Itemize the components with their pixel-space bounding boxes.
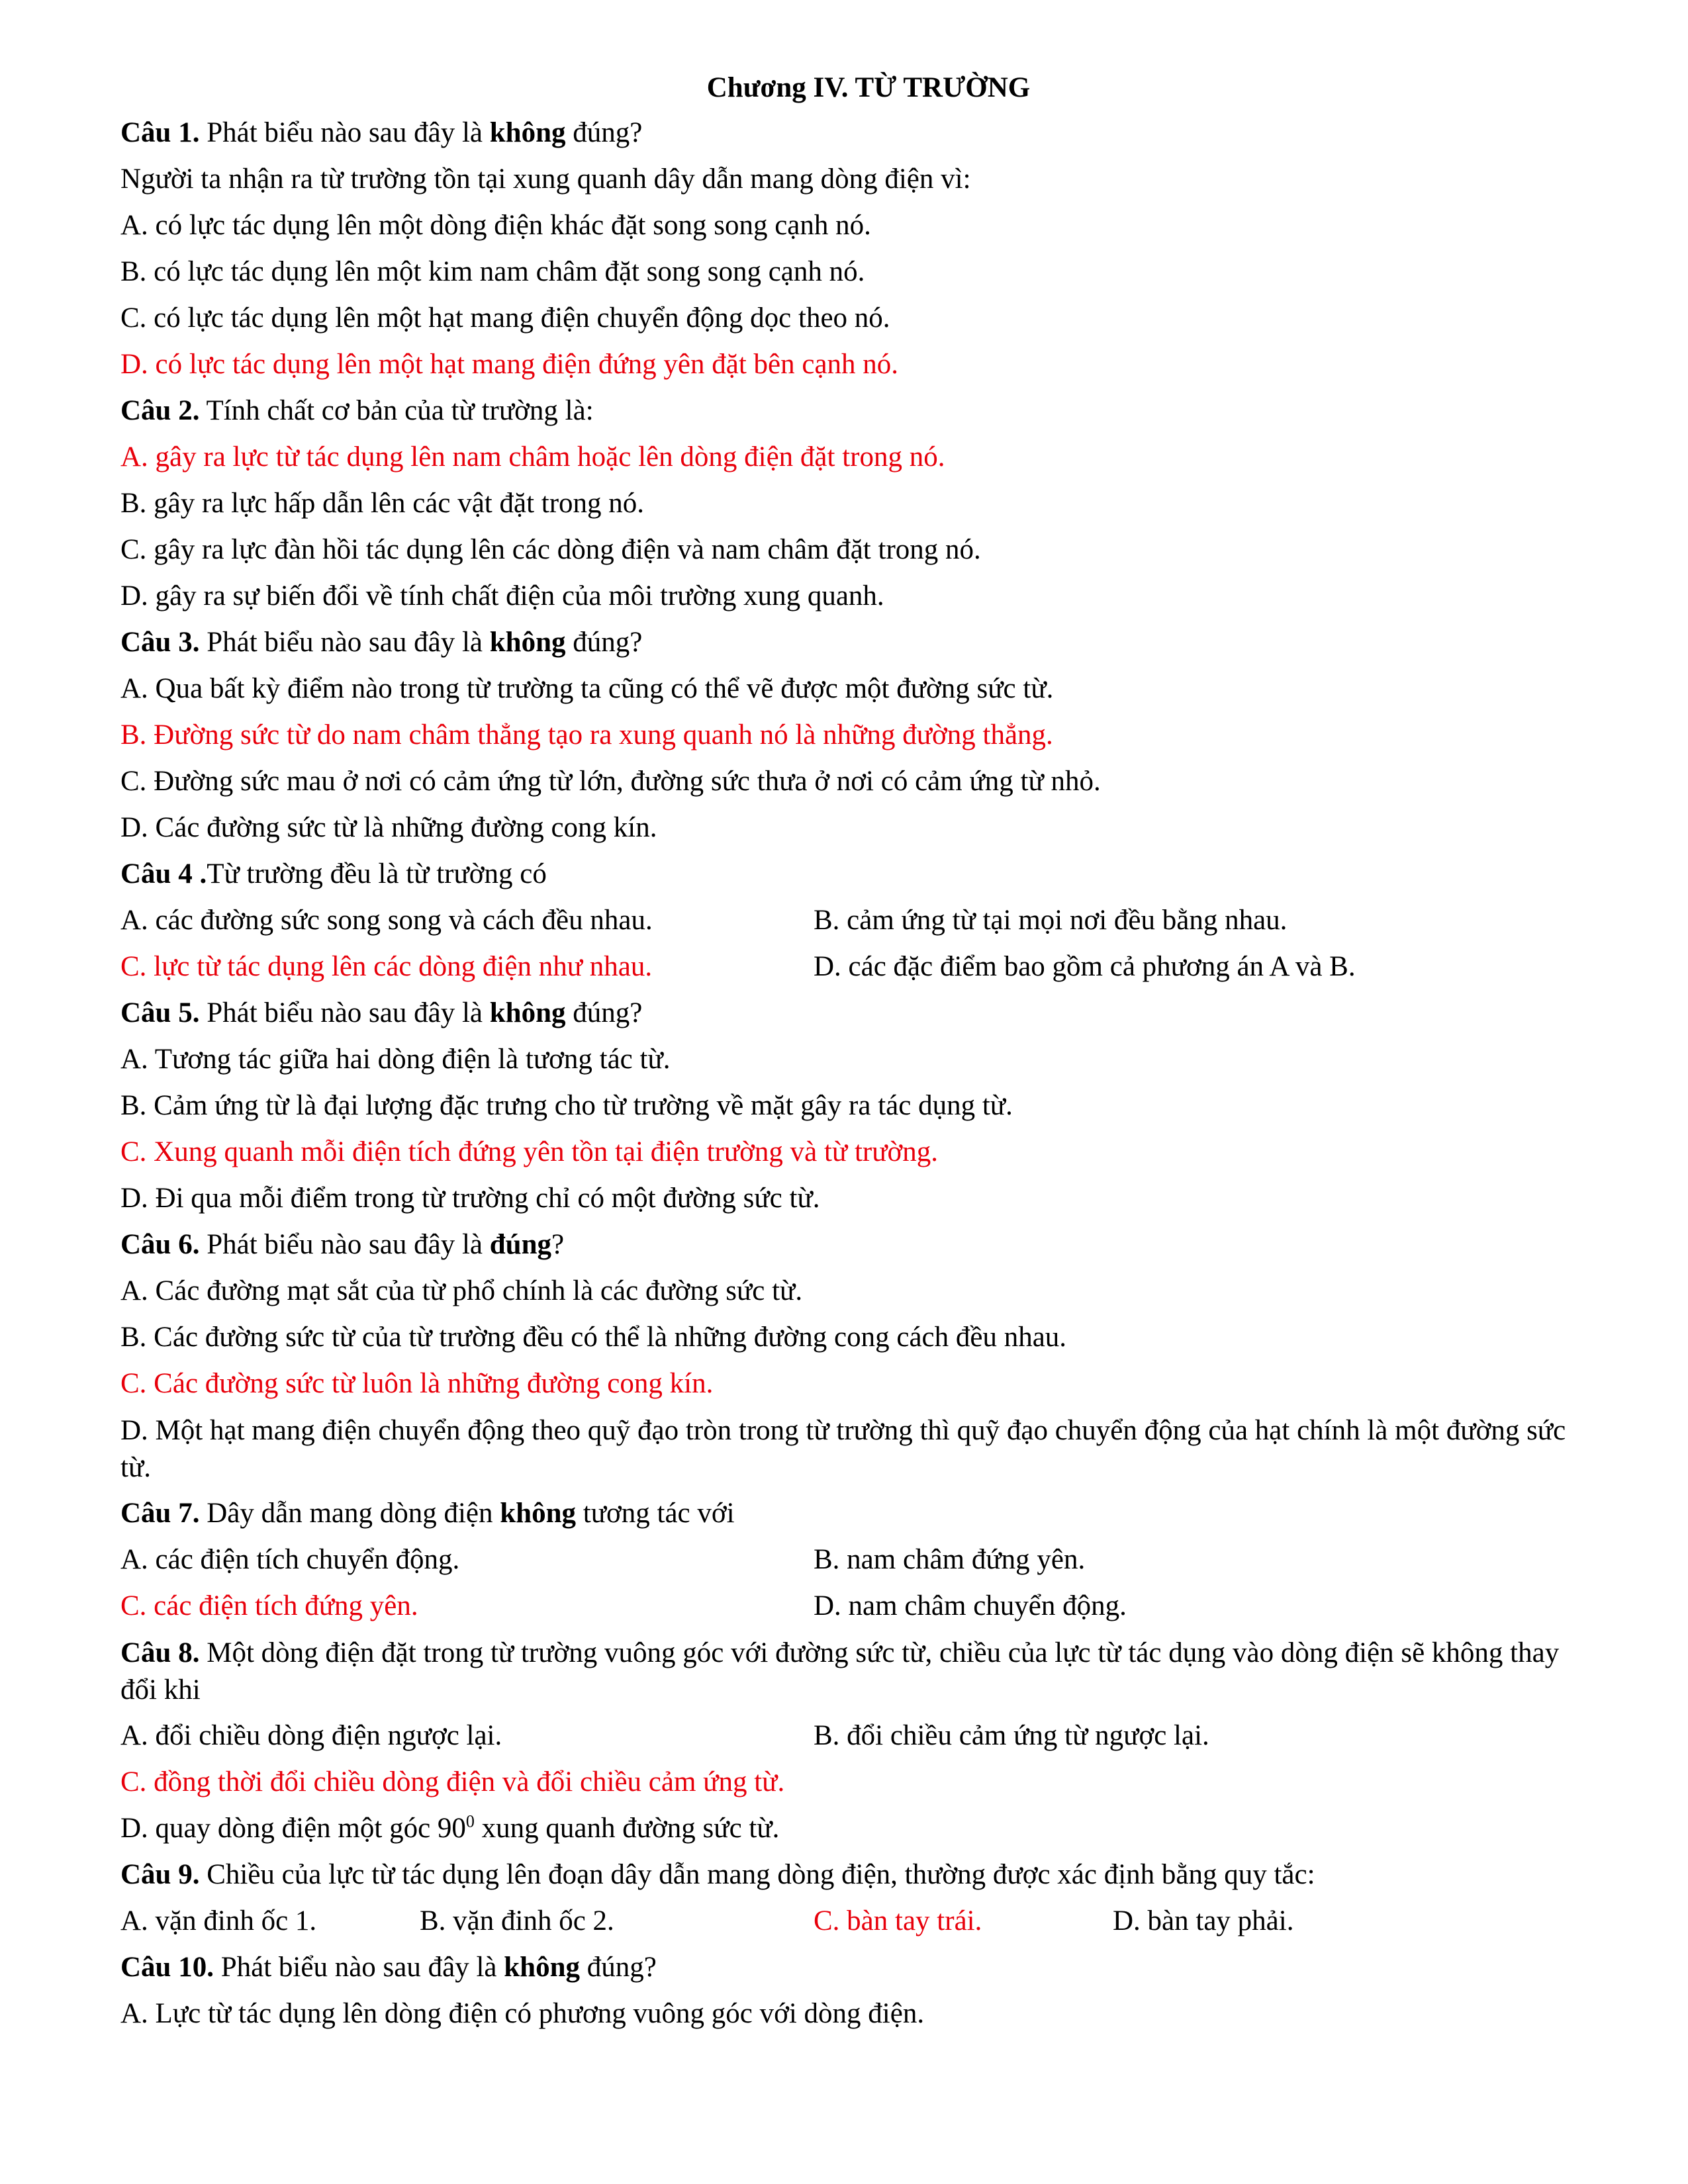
q8-option-c-answer: C. đồng thời đổi chiều dòng điện và đổi chiều cảm ứng từ. xyxy=(120,1766,785,1797)
question-4: Câu 4 .Từ trường đều là từ trường có xyxy=(120,858,547,889)
q3-option-a: A. Qua bất kỳ điểm nào trong từ trường ta cũng có thể vẽ được một đường sức từ. xyxy=(120,673,1054,704)
q5-option-a: A. Tương tác giữa hai dòng điện là tương tác từ. xyxy=(120,1044,671,1075)
question-1-stem: Người ta nhận ra từ trường tồn tại xung quanh dây dẫn mang dòng điện vì: xyxy=(120,163,971,195)
question-10: Câu 10. Phát biểu nào sau đây là không đúng? xyxy=(120,1952,657,1983)
q8-option-d: D. quay dòng điện một góc $90^0$ xung quanh đường sức từ. xyxy=(120,1811,780,1844)
q9-option-d: D. bàn tay phải. xyxy=(1113,1905,1294,1936)
q6-option-a: A. Các đường mạt sắt của từ phổ chính là các đường sức từ. xyxy=(120,1275,803,1306)
q8-option-b: B. đổi chiều cảm ứng từ ngược lại. xyxy=(814,1720,1209,1751)
q9-option-b: B. vặn đinh ốc 2. xyxy=(420,1905,614,1936)
q4-option-c-answer: C. lực từ tác dụng lên các dòng điện như nhau. xyxy=(120,951,653,982)
q9-options-row xyxy=(120,1898,1577,1944)
q5-option-b: B. Cảm ứng từ là đại lượng đặc trưng cho từ trường về mặt gây ra tác dụng từ. xyxy=(120,1090,1013,1121)
q3-option-d: D. Các đường sức từ là những đường cong kín. xyxy=(120,812,657,843)
question-7: Câu 7. Dây dẫn mang dòng điện không tương tác với xyxy=(120,1498,735,1529)
q3-option-c: C. Đường sức mau ở nơi có cảm ứng từ lớn, đường sức thưa ở nơi có cảm ứng từ nhỏ. xyxy=(120,766,1101,797)
q2-option-c: C. gây ra lực đàn hồi tác dụng lên các dòng điện và nam châm đặt trong nó. xyxy=(120,534,981,565)
question-9: Câu 9. Chiều của lực từ tác dụng lên đoạn dây dẫn mang dòng điện, thường được xác định bằng quy tắc: xyxy=(120,1859,1315,1890)
q1-option-d-answer: D. có lực tác dụng lên một hạt mang điện đứng yên đặt bên cạnh nó. xyxy=(120,349,899,380)
q7-option-d: D. nam châm chuyển động. xyxy=(814,1590,1127,1621)
q8-option-a: A. đổi chiều dòng điện ngược lại. xyxy=(120,1720,502,1751)
q2-option-d: D. gây ra sự biến đổi về tính chất điện của môi trường xung quanh. xyxy=(120,580,884,612)
q3-option-b-answer: B. Đường sức từ do nam châm thẳng tạo ra xung quanh nó là những đường thẳng. xyxy=(120,719,1053,751)
q2-option-b: B. gây ra lực hấp dẫn lên các vật đặt trong nó. xyxy=(120,488,645,519)
q7-option-c-answer: C. các điện tích đứng yên. xyxy=(120,1590,418,1621)
q5-option-d: D. Đi qua mỗi điểm trong từ trường chỉ có một đường sức từ. xyxy=(120,1183,820,1214)
question-3: Câu 3. Phát biểu nào sau đây là không đúng? xyxy=(120,627,643,658)
document-page xyxy=(120,66,1577,2037)
q7-options-row-2 xyxy=(120,1583,1577,1629)
q6-option-d: D. Một hạt mang điện chuyển động theo quỹ đạo tròn trong từ trường thì quỹ đạo chuyển động của hạt chính là một đường sức từ. xyxy=(120,1415,1566,1483)
q4-option-d: D. các đặc điểm bao gồm cả phương án A và B. xyxy=(814,951,1356,982)
q4-options-row-2 xyxy=(120,944,1577,990)
q7-option-b: B. nam châm đứng yên. xyxy=(814,1544,1086,1575)
question-8: Câu 8. Một dòng điện đặt trong từ trường vuông góc với đường sức từ, chiều của lực từ tác dụng vào dòng điện sẽ không thay đổi khi xyxy=(120,1637,1560,1706)
q6-option-c-answer: C. Các đường sức từ luôn là những đường cong kín. xyxy=(120,1368,714,1399)
q10-option-a: A. Lực từ tác dụng lên dòng điện có phương vuông góc với dòng điện. xyxy=(120,1998,925,2029)
q7-option-a: A. các điện tích chuyển động. xyxy=(120,1544,460,1575)
q6-option-b: B. Các đường sức từ của từ trường đều có thể là những đường cong cách đều nhau. xyxy=(120,1322,1067,1353)
q1-option-c: C. có lực tác dụng lên một hạt mang điện chuyển động dọc theo nó. xyxy=(120,302,890,334)
q8-options-row-1 xyxy=(120,1713,1577,1759)
question-5: Câu 5. Phát biểu nào sau đây là không đúng? xyxy=(120,997,643,1028)
q9-option-a: A. vặn đinh ốc 1. xyxy=(120,1905,317,1936)
q2-option-a-answer: A. gây ra lực từ tác dụng lên nam châm hoặc lên dòng điện đặt trong nó. xyxy=(120,441,945,473)
q5-option-c-answer: C. Xung quanh mỗi điện tích đứng yên tồn tại điện trường và từ trường. xyxy=(120,1136,939,1167)
q4-option-b: B. cảm ứng từ tại mọi nơi đều bằng nhau. xyxy=(814,905,1288,936)
question-6: Câu 6. Phát biểu nào sau đây là đúng? xyxy=(120,1229,565,1260)
q4-option-a: A. các đường sức song song và cách đều nhau. xyxy=(120,905,653,936)
q9-option-c-answer: C. bàn tay trái. xyxy=(814,1905,982,1936)
q1-option-a: A. có lực tác dụng lên một dòng điện khác đặt song song cạnh nó. xyxy=(120,210,871,241)
q1-option-b: B. có lực tác dụng lên một kim nam châm đặt song song cạnh nó. xyxy=(120,256,865,287)
chapter-title: Chương IV. TỪ TRƯỜNG xyxy=(706,72,1031,103)
question-label: Câu 1. xyxy=(120,117,200,148)
q4-options-row-1 xyxy=(120,897,1577,944)
q7-options-row-1 xyxy=(120,1537,1577,1583)
question-2: Câu 2. Tính chất cơ bản của từ trường là: xyxy=(120,395,594,426)
question-1: Câu 1. Phát biểu nào sau đây là không đúng? xyxy=(120,117,643,148)
